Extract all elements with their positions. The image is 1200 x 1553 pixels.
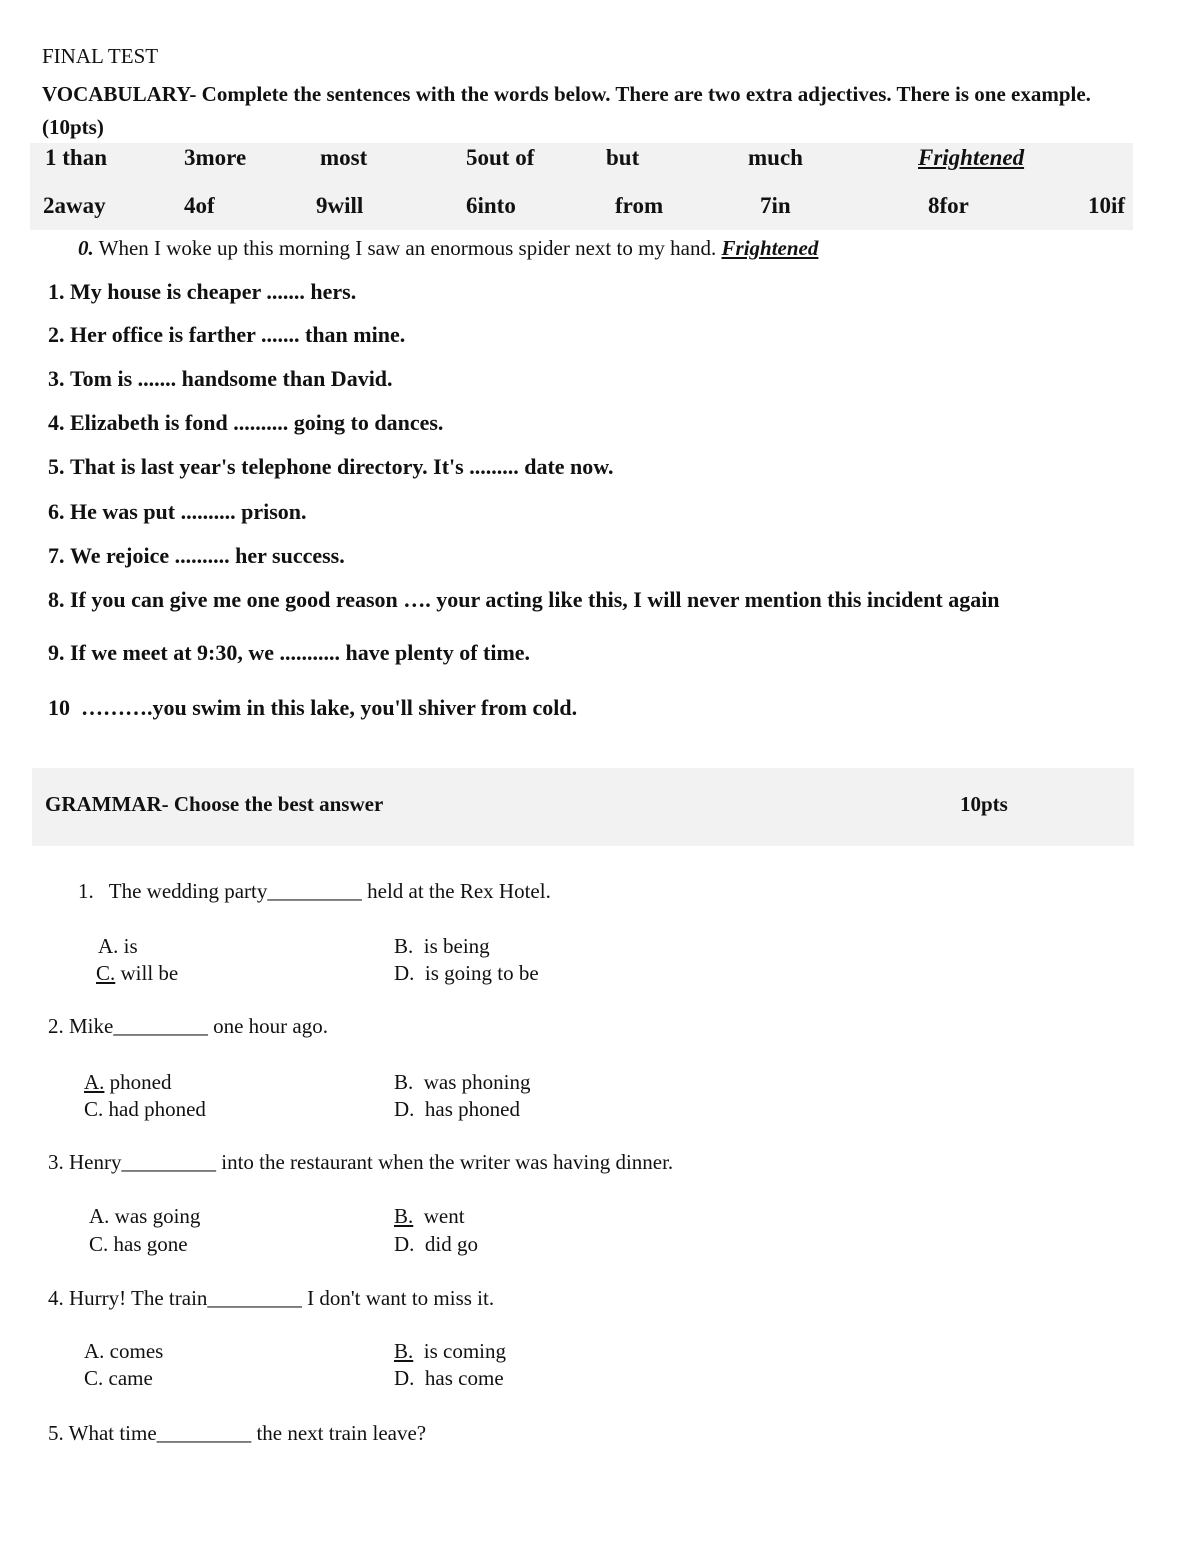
word-bank-item: 3more xyxy=(184,145,247,170)
question-number: 5. xyxy=(48,1421,64,1445)
question-text: He was put .......... prison. xyxy=(70,499,307,524)
question-text: Henry xyxy=(69,1150,122,1174)
question-number: 2. xyxy=(48,322,65,347)
option-a xyxy=(98,934,138,959)
option-b xyxy=(394,1339,506,1364)
option-text: has gone xyxy=(108,1232,188,1256)
option-letter: D. xyxy=(394,1366,415,1390)
question-number: 7. xyxy=(48,543,65,568)
vocab-question xyxy=(48,454,613,480)
option-text: will be xyxy=(115,961,179,985)
word-bank-example-word: Frightened xyxy=(918,145,1025,170)
option-text: was phoning xyxy=(413,1070,531,1094)
test-title: FINAL TEST xyxy=(42,44,159,68)
option-d xyxy=(394,1232,478,1257)
option-text: went xyxy=(413,1204,465,1228)
option-letter: C. xyxy=(84,1366,104,1390)
question-number: 1. xyxy=(78,879,94,903)
word-bank-item: 8for xyxy=(928,193,969,218)
question-text: If you can give me one good reason …. your acting like this, I will never mention this incident again xyxy=(70,587,1000,612)
option-text: came xyxy=(103,1366,153,1390)
option-text: did go xyxy=(414,1232,479,1256)
option-d xyxy=(394,1097,520,1122)
question-text: Hurry! The train xyxy=(69,1286,208,1310)
option-b xyxy=(394,1204,465,1229)
answer-blank: _________ xyxy=(113,1014,208,1038)
option-c xyxy=(96,961,178,986)
option-letter-selected: C. xyxy=(96,961,116,985)
vocab-question xyxy=(48,640,530,666)
option-a xyxy=(84,1070,172,1095)
question-number: 4. xyxy=(48,1286,64,1310)
option-letter-selected: B. xyxy=(394,1339,414,1363)
word-bank-item: most xyxy=(320,145,368,170)
vocab-question xyxy=(48,366,393,392)
option-letter: A. xyxy=(89,1204,110,1228)
word-bank-item: much xyxy=(748,145,803,170)
vocab-question xyxy=(48,410,443,436)
option-letter: D. xyxy=(394,961,415,985)
grammar-points: 10pts xyxy=(960,792,1008,816)
grammar-question xyxy=(48,1014,328,1039)
question-text: Her office is farther ....... than mine. xyxy=(70,322,406,347)
question-number: 2. xyxy=(48,1014,64,1038)
option-letter: A. xyxy=(84,1339,105,1363)
option-letter: C. xyxy=(84,1097,104,1121)
word-bank-item: from xyxy=(615,193,664,218)
vocabulary-instruction: VOCABULARY- Complete the sentences with the words below. There are two extra adjectives. There is one example. (10pts) xyxy=(42,82,1091,139)
vocab-question xyxy=(48,543,345,569)
question-number: 6. xyxy=(48,499,65,524)
question-number: 3. xyxy=(48,1150,64,1174)
vocab-question xyxy=(48,499,307,525)
example-text: When I woke up this morning I saw an enormous spider next to my hand. xyxy=(93,236,722,260)
question-number: 1. xyxy=(48,279,65,304)
option-c xyxy=(84,1366,153,1391)
word-bank xyxy=(30,143,1133,230)
vocab-question xyxy=(48,587,1000,613)
question-text: If we meet at 9:30, we ........... have plenty of time. xyxy=(70,640,531,665)
word-bank-item: 1 than xyxy=(45,145,107,170)
option-b xyxy=(394,1070,531,1095)
option-a xyxy=(89,1204,200,1229)
option-text: is going to be xyxy=(414,961,539,985)
option-text: was going xyxy=(109,1204,201,1228)
grammar-question xyxy=(48,1150,673,1175)
option-letter: A. xyxy=(98,934,119,958)
word-bank-item: but xyxy=(606,145,640,170)
option-letter: B. xyxy=(394,1070,414,1094)
option-text: had phoned xyxy=(103,1097,206,1121)
question-number: 5. xyxy=(48,454,65,479)
word-bank-item: 10if xyxy=(1088,193,1126,218)
question-number: 10 xyxy=(48,695,70,720)
option-letter-selected: B. xyxy=(394,1204,414,1228)
question-text: held at the Rex Hotel. xyxy=(361,879,551,903)
answer-blank: _________ xyxy=(267,879,362,903)
option-c xyxy=(84,1097,206,1122)
option-text: is coming xyxy=(413,1339,507,1363)
question-text: one hour ago. xyxy=(207,1014,328,1038)
answer-blank: _________ xyxy=(121,1150,216,1174)
option-b xyxy=(394,934,490,959)
question-text: Elizabeth is fond .......... going to dances. xyxy=(70,410,444,435)
question-text: I don't want to miss it. xyxy=(301,1286,495,1310)
word-bank-item: 4of xyxy=(184,193,215,218)
question-text: That is last year's telephone directory. It's ......... date now. xyxy=(70,454,614,479)
option-letter: D. xyxy=(394,1097,415,1121)
vocab-question xyxy=(48,695,577,721)
question-number: 3. xyxy=(48,366,65,391)
vocab-question xyxy=(48,322,405,348)
option-text: is being xyxy=(413,934,490,958)
example-answer: Frightened xyxy=(721,236,819,260)
grammar-question xyxy=(48,1286,494,1311)
grammar-question xyxy=(48,1421,426,1446)
option-text: has come xyxy=(414,1366,504,1390)
word-bank-item: 6into xyxy=(466,193,516,218)
question-text: into the restaurant when the writer was having dinner. xyxy=(215,1150,674,1174)
question-text: Mike xyxy=(69,1014,114,1038)
question-number: 4. xyxy=(48,410,65,435)
example-number: 0. xyxy=(78,236,94,260)
option-a xyxy=(84,1339,163,1364)
option-d xyxy=(394,1366,504,1391)
question-text: My house is cheaper ....... hers. xyxy=(70,279,357,304)
option-text: is xyxy=(118,934,138,958)
grammar-question xyxy=(78,879,551,904)
option-letter-selected: A. xyxy=(84,1070,105,1094)
vocab-question xyxy=(48,279,356,305)
option-text: comes xyxy=(104,1339,164,1363)
question-text: What time xyxy=(68,1421,157,1445)
option-d xyxy=(394,961,539,986)
option-letter: B. xyxy=(394,934,414,958)
question-text: the next train leave? xyxy=(251,1421,427,1445)
question-text: ……….you swim in this lake, you'll shiver from cold. xyxy=(81,695,578,720)
word-bank-item: 9will xyxy=(316,193,364,218)
option-c xyxy=(89,1232,188,1257)
word-bank-item: 2away xyxy=(43,193,106,218)
option-text: phoned xyxy=(104,1070,172,1094)
option-text: has phoned xyxy=(414,1097,520,1121)
word-bank-item: 5out of xyxy=(466,145,535,170)
question-number: 9. xyxy=(48,640,65,665)
question-number: 8. xyxy=(48,587,65,612)
vocabulary-example xyxy=(78,236,818,261)
answer-blank: _________ xyxy=(156,1421,252,1445)
question-text: Tom is ....... handsome than David. xyxy=(70,366,393,391)
word-bank-item: 7in xyxy=(760,193,791,218)
answer-blank: _________ xyxy=(207,1286,302,1310)
option-letter: D. xyxy=(394,1232,415,1256)
option-letter: C. xyxy=(89,1232,109,1256)
grammar-title: GRAMMAR- Choose the best answer xyxy=(45,792,384,816)
question-text: We rejoice .......... her success. xyxy=(70,543,345,568)
question-text: The wedding party xyxy=(108,879,268,903)
